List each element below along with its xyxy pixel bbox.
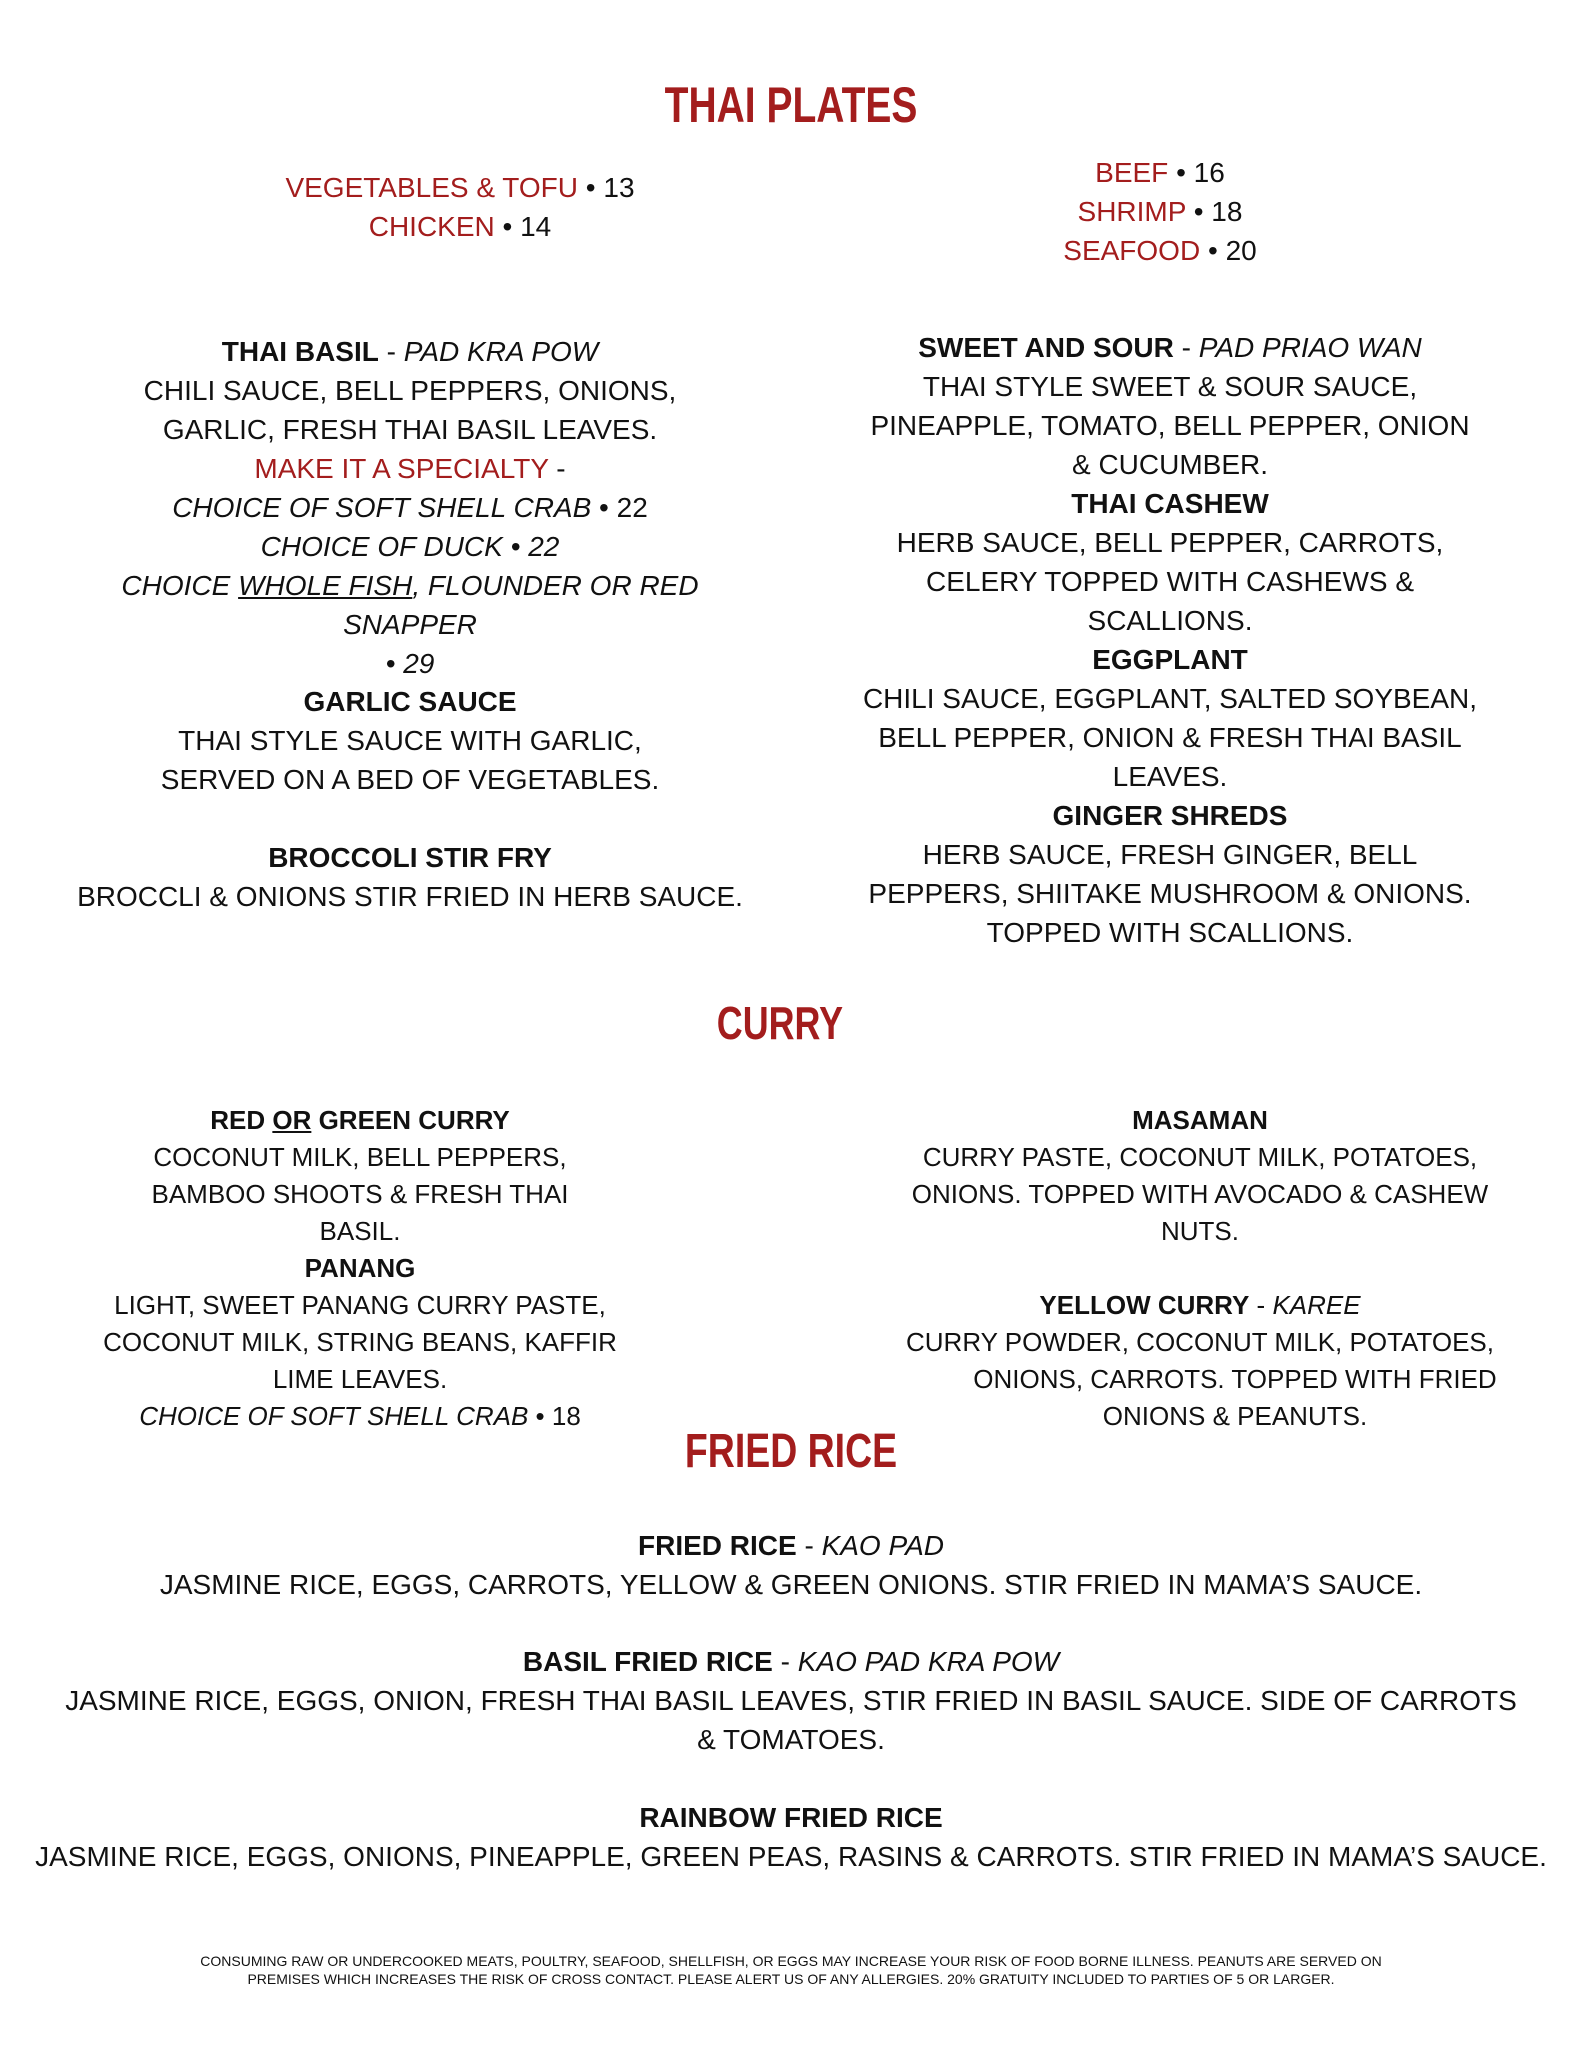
option-text: , FLOUNDER OR RED SNAPPER xyxy=(343,570,699,640)
item-rainbow-fried-rice xyxy=(20,1798,1562,1876)
item-panang xyxy=(60,1250,660,1435)
item-garlic-sauce xyxy=(60,682,760,799)
item-name-part: GREEN CURRY xyxy=(311,1105,510,1135)
item-name: RAINBOW FRIED RICE xyxy=(639,1802,943,1833)
item-broccoli-stir-fry xyxy=(60,838,760,916)
price-separator: • xyxy=(1176,157,1186,188)
title-dash: - xyxy=(378,336,404,367)
item-description: HERB SAUCE, FRESH GINGER, BELL PEPPERS, SHIITAKE MUSHROOM & ONIONS. TOPPED WITH SCALLIONS. xyxy=(868,839,1472,948)
option-text: CHOICE OF SOFT SHELL CRAB xyxy=(172,492,592,523)
item-name: YELLOW CURRY xyxy=(1039,1290,1250,1320)
fried-rice-title: FRIED RICE xyxy=(684,1425,898,1478)
option-price: • 22 xyxy=(599,492,648,523)
item-thai-name: KAREE xyxy=(1272,1290,1361,1320)
item-thai-name: PAD PRIAO WAN xyxy=(1198,332,1422,363)
item-thai-name: KAO PAD xyxy=(821,1530,944,1561)
price-value: 20 xyxy=(1225,235,1257,266)
price-separator: • xyxy=(585,172,596,203)
price-separator: • xyxy=(1207,235,1218,266)
price-seafood xyxy=(910,231,1410,270)
specialty-option-fish-price: • 29 xyxy=(385,648,435,679)
item-description: COCONUT MILK, BELL PEPPERS, BAMBOO SHOOTS & FRESH THAI BASIL. xyxy=(151,1142,569,1246)
option-price: • 18 xyxy=(535,1401,581,1431)
price-separator: • xyxy=(1193,196,1204,227)
specialty-option-fish xyxy=(60,566,760,644)
item-title xyxy=(60,332,760,371)
item-title xyxy=(40,1642,1542,1681)
item-ginger-shreds xyxy=(820,796,1520,952)
price-vegetables-tofu xyxy=(200,168,720,207)
title-dash: - xyxy=(1173,332,1199,363)
price-name: BEEF xyxy=(1095,157,1169,188)
item-eggplant xyxy=(820,640,1520,796)
price-list-left xyxy=(200,168,720,246)
price-name: SHRIMP xyxy=(1077,196,1186,227)
item-description: LIGHT, SWEET PANANG CURRY PASTE, COCONUT MILK, STRING BEANS, KAFFIR LIME LEAVES. xyxy=(103,1290,617,1394)
specialty-option-crab xyxy=(60,488,760,527)
item-description: CURRY PASTE, COCONUT MILK, POTATOES, ONIONS. TOPPED WITH AVOCADO & CASHEW NUTS. xyxy=(911,1142,1489,1246)
item-name: GARLIC SAUCE xyxy=(303,686,517,717)
price-value: 13 xyxy=(603,172,635,203)
item-title xyxy=(60,1102,660,1139)
title-dash: - xyxy=(796,1530,822,1561)
specialty-line xyxy=(60,449,760,488)
thai-plates-title: THAI PLATES xyxy=(664,77,918,133)
item-name: THAI BASIL xyxy=(221,336,379,367)
item-basil-fried-rice xyxy=(40,1642,1542,1759)
item-name: BASIL FRIED RICE xyxy=(522,1646,773,1677)
item-description: BROCCLI & ONIONS STIR FRIED IN HERB SAUCE. xyxy=(77,881,743,912)
specialty-label: MAKE IT A SPECIALTY xyxy=(254,453,549,484)
specialty-dash: - xyxy=(548,453,566,484)
fried-rice-heading-wrap xyxy=(0,1424,1582,1479)
item-name: THAI CASHEW xyxy=(1071,488,1269,519)
item-description: THAI STYLE SWEET & SOUR SAUCE, PINEAPPLE, TOMATO, BELL PEPPER, ONION & CUCUMBER. xyxy=(870,371,1470,480)
thai-plates-heading-wrap xyxy=(0,76,1582,134)
item-description: CHILI SAUCE, EGGPLANT, SALTED SOYBEAN, BELL PEPPER, ONION & FRESH THAI BASIL LEAVES. xyxy=(862,683,1478,792)
price-list-right xyxy=(910,153,1410,270)
item-fried-rice xyxy=(40,1526,1542,1604)
item-name: BROCCOLI STIR FRY xyxy=(268,842,552,873)
price-name: SEAFOOD xyxy=(1063,235,1201,266)
price-chicken xyxy=(200,207,720,246)
item-description: JASMINE RICE, EGGS, ONIONS, PINEAPPLE, GREEN PEAS, RASINS & CARROTS. STIR FRIED IN MAMA’S SAUCE. xyxy=(35,1841,1547,1872)
item-title xyxy=(820,328,1520,367)
item-description-line: CURRY POWDER, COCONUT MILK, POTATOES, xyxy=(906,1327,1494,1357)
item-title xyxy=(900,1287,1500,1324)
item-sweet-and-sour xyxy=(820,328,1520,484)
item-thai-basil xyxy=(60,332,760,683)
item-name: PANANG xyxy=(304,1253,416,1283)
specialty-option-duck: CHOICE OF DUCK • 22 xyxy=(260,531,560,562)
allergy-disclaimer: CONSUMING RAW OR UNDERCOOKED MEATS, POULTRY, SEAFOOD, SHELLFISH, OR EGGS MAY INCREASE YOUR RISK OF FOOD BORNE ILLNESS. PEANUTS ARE SERVED ON PREMISES WHICH INCREASES THE RISK OF CROSS CONTACT. PLEASE ALERT US OF ANY ALLERGIES. 20% GRATUITY INCLUDED TO PARTIES OF 5 OR LARGER. xyxy=(200,1953,1382,1987)
item-name: EGGPLANT xyxy=(1092,644,1248,675)
item-thai-name: PAD KRA POW xyxy=(403,336,599,367)
title-dash: - xyxy=(772,1646,798,1677)
price-value: 14 xyxy=(520,211,552,242)
option-underlined: WHOLE FISH xyxy=(238,570,413,601)
item-thai-name: KAO PAD KRA POW xyxy=(797,1646,1060,1677)
item-name: MASAMAN xyxy=(1132,1105,1268,1135)
item-description: HERB SAUCE, BELL PEPPER, CARROTS, CELERY TOPPED WITH CASHEWS & SCALLIONS. xyxy=(896,527,1444,636)
item-masaman xyxy=(900,1102,1500,1250)
price-beef xyxy=(910,153,1410,192)
price-name: CHICKEN xyxy=(368,211,495,242)
item-description: JASMINE RICE, EGGS, ONION, FRESH THAI BASIL LEAVES, STIR FRIED IN BASIL SAUCE. SIDE OF CARROTS & TOMATOES. xyxy=(65,1685,1517,1755)
item-name: GINGER SHREDS xyxy=(1052,800,1288,831)
price-value: 16 xyxy=(1193,157,1225,188)
curry-heading-wrap xyxy=(0,996,1560,1050)
item-name-part: RED xyxy=(210,1105,273,1135)
item-red-or-green-curry xyxy=(60,1102,660,1250)
item-description-line: ONIONS & PEANUTS. xyxy=(1102,1401,1368,1431)
item-description: CHILI SAUCE, BELL PEPPERS, ONIONS, GARLIC, FRESH THAI BASIL LEAVES. xyxy=(143,375,677,445)
item-name: FRIED RICE xyxy=(638,1530,797,1561)
title-dash: - xyxy=(1249,1290,1273,1320)
item-name: SWEET AND SOUR xyxy=(918,332,1174,363)
item-description: THAI STYLE SAUCE WITH GARLIC, SERVED ON A BED OF VEGETABLES. xyxy=(160,725,660,795)
option-text: CHOICE OF SOFT SHELL CRAB xyxy=(139,1401,529,1431)
item-title xyxy=(40,1526,1542,1565)
curry-title: CURRY xyxy=(716,997,844,1049)
item-description: JASMINE RICE, EGGS, CARROTS, YELLOW & GREEN ONIONS. STIR FRIED IN MAMA’S SAUCE. xyxy=(159,1569,1423,1600)
price-shrimp xyxy=(910,192,1410,231)
item-yellow-curry xyxy=(900,1287,1500,1435)
price-name: VEGETABLES & TOFU xyxy=(285,172,578,203)
price-value: 18 xyxy=(1211,196,1243,227)
item-name-or: OR xyxy=(272,1105,312,1135)
item-thai-cashew xyxy=(820,484,1520,640)
option-text: CHOICE xyxy=(121,570,239,601)
item-description-line: ONIONS, CARROTS. TOPPED WITH FRIED xyxy=(973,1364,1497,1394)
price-separator: • xyxy=(502,211,513,242)
